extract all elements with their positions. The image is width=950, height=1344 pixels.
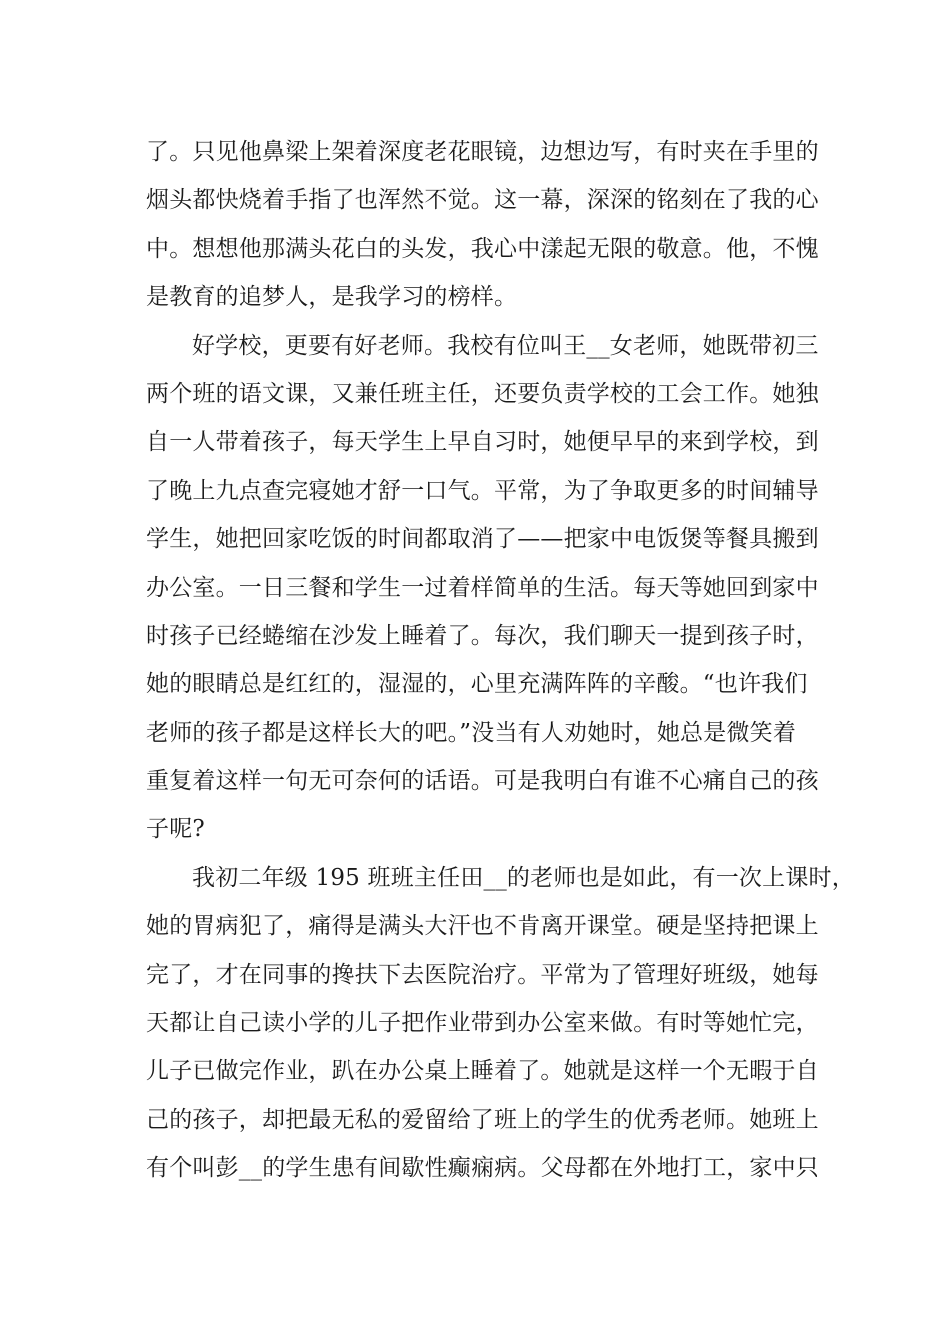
text-line: 学生，她把回家吃饭的时间都取消了——把家中电饭煲等餐具搬到 bbox=[146, 526, 819, 553]
text-line: 她的眼睛总是红红的，湿湿的，心里充满阵阵的辛酸。“也许我们 bbox=[146, 671, 808, 698]
paragraph-start-line: 好学校，更要有好老师。我校有位叫王__女老师，她既带初三 bbox=[192, 332, 819, 359]
text-line: 完了，才在同事的搀扶下去医院治疗。平常为了管理好班级，她每 bbox=[146, 961, 819, 988]
text-line: 了晚上九点查完寝她才舒一口气。平常，为了争取更多的时间辅导 bbox=[146, 477, 819, 504]
text-line: 她的胃病犯了，痛得是满头大汗也不肯离开课堂。硬是坚持把课上 bbox=[146, 913, 819, 940]
text-line: 时孩子已经蜷缩在沙发上睡着了。每次，我们聊天一提到孩子时， bbox=[146, 622, 819, 649]
paragraph-start-line: 我初二年级 195 班班主任田__的老师也是如此，有一次上课时， bbox=[192, 864, 855, 891]
text-line: 是教育的追梦人，是我学习的榜样。 bbox=[146, 284, 518, 311]
text-line: 己的孩子，却把最无私的爱留给了班上的学生的优秀老师。她班上 bbox=[146, 1106, 819, 1133]
text-line: 中。想想他那满头花白的头发，我心中漾起无限的敬意。他，不愧 bbox=[146, 235, 819, 262]
text-line: 了。只见他鼻梁上架着深度老花眼镜，边想边写，有时夹在手里的 bbox=[146, 139, 819, 165]
text-line: 儿子已做完作业，趴在办公桌上睡着了。她就是这样一个无暇于自 bbox=[146, 1058, 819, 1085]
text-line: 有个叫彭__的学生患有间歇性癫痫病。父母都在外地打工，家中只 bbox=[146, 1155, 819, 1182]
body-text bbox=[146, 128, 855, 1193]
text-line: 办公室。一日三餐和学生一过着样简单的生活。每天等她回到家中 bbox=[146, 574, 819, 601]
text-line: 天都让自己读小学的儿子把作业带到办公室来做。有时等她忙完， bbox=[146, 1010, 819, 1037]
text-line: 老师的孩子都是这样长大的吧。”没当有人劝她时，她总是微笑着 bbox=[146, 719, 797, 746]
text-line: 自一人带着孩子，每天学生上早自习时，她便早早的来到学校，到 bbox=[146, 429, 819, 456]
text-line: 重复着这样一句无可奈何的话语。可是我明白有谁不心痛自己的孩 bbox=[146, 768, 819, 795]
text-line: 烟头都快烧着手指了也浑然不觉。这一幕，深深的铭刻在了我的心 bbox=[146, 187, 819, 214]
text-line: 子呢? bbox=[146, 816, 205, 843]
text-line: 两个班的语文课，又兼任班主任，还要负责学校的工会工作。她独 bbox=[146, 380, 819, 407]
